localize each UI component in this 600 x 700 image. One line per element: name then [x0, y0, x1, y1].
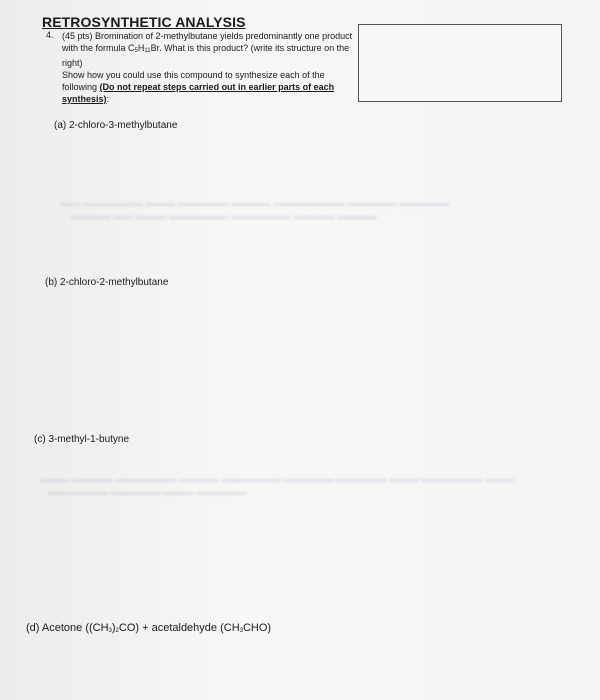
page-title: RETROSYNTHETIC ANALYSIS	[42, 14, 246, 30]
question-number: 4.	[46, 30, 54, 40]
bleed-through-text: ▬▬▬ ▬▬▬▬ ▬▬▬▬▬▬ ▬▬▬▬ ▬▬▬▬▬▬ ▬▬▬▬▬ ▬▬▬▬▬ ▬▬▬ ▬▬▬▬▬▬ ▬▬▬	[40, 474, 516, 485]
question-points: (45 pts)	[62, 31, 93, 41]
bleed-through-text: ▬▬▬▬ ▬▬ ▬▬▬ ▬▬▬▬▬▬ ▬▬▬▬▬▬ ▬▬▬▬ ▬▬▬▬	[70, 211, 377, 222]
part-d-sub-2: 2	[115, 628, 119, 634]
question-line1-tail: Br. What is this product? (write its structure on the right)	[62, 43, 350, 68]
question-note-end: :	[106, 94, 110, 104]
question-note: (Do not repeat steps carried out in earlier parts of each synthesis)	[62, 82, 335, 104]
question-line1: Bromination of 2-methylbutane yields predominantly one product with the formula C	[62, 31, 353, 53]
part-d-text-3: CO) + acetaldehyde (CH	[118, 622, 240, 634]
question-line2: Show how you could use this compound to synthesize each of the following	[62, 70, 325, 92]
formula-h-subscript: 11	[144, 48, 151, 54]
part-d-sub-1: 3	[108, 628, 112, 634]
formula-c-subscript: 5	[134, 48, 138, 54]
part-b-label: (b) 2-chloro-2-methylbutane	[45, 277, 169, 288]
part-d-sub-3: 3	[239, 628, 243, 634]
bleed-through-text: ▬▬ ▬▬▬▬▬▬ ▬▬▬ ▬▬▬▬▬ ▬▬▬▬ ▬▬▬▬▬▬▬ ▬▬▬▬▬ ▬▬▬▬▬	[60, 198, 450, 209]
part-c-label: (c) 3-methyl-1-butyne	[34, 434, 130, 445]
part-d-text-4: CHO)	[242, 622, 272, 634]
part-d-label	[26, 622, 271, 634]
formula-h: H	[137, 43, 145, 53]
part-d-text-2: )	[111, 622, 116, 634]
question-text	[62, 30, 354, 105]
bleed-through-text: ▬▬▬▬▬▬ ▬▬▬▬▬ ▬▬▬ ▬▬▬▬▬	[48, 487, 247, 498]
answer-box[interactable]	[358, 24, 562, 102]
part-a-label: (a) 2-chloro-3-methylbutane	[54, 120, 178, 131]
part-d-text-1: (d) Acetone ((CH	[26, 622, 109, 634]
